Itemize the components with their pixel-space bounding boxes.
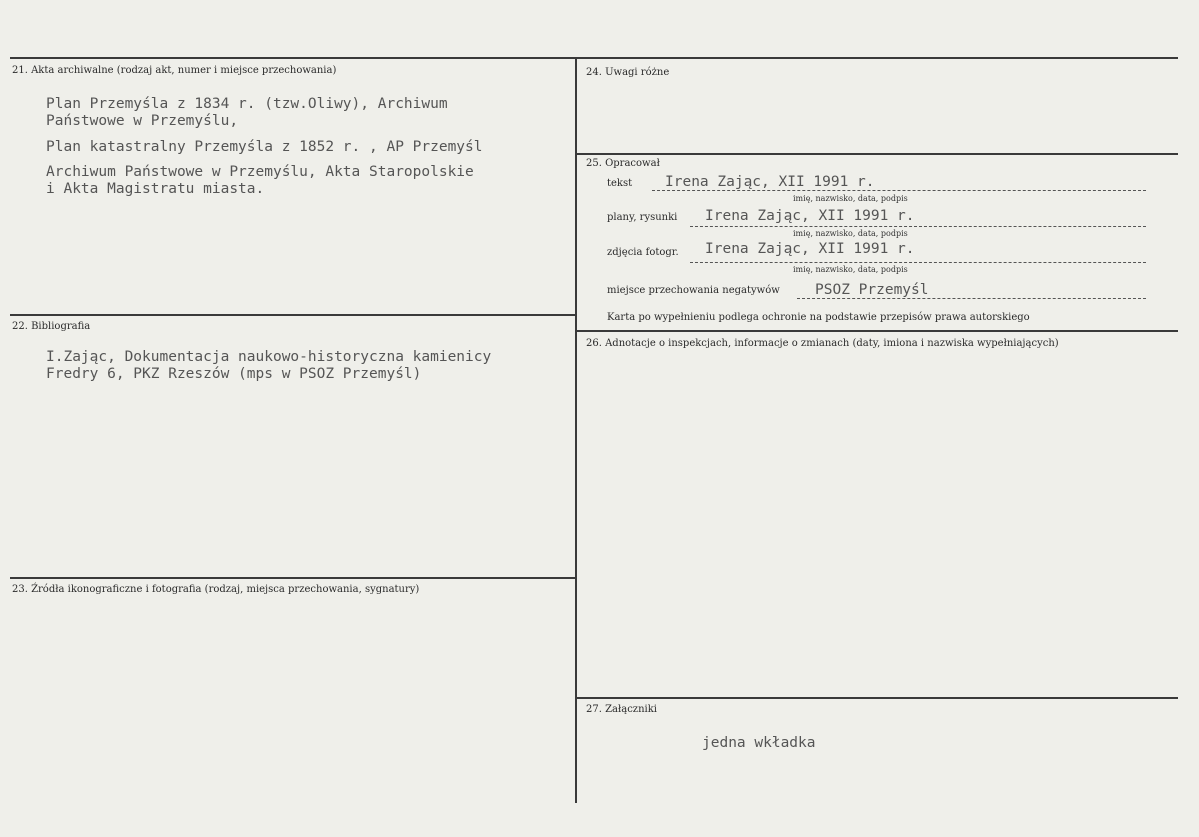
field-zdjecia-caption: imię, nazwisko, data, podpis bbox=[793, 265, 908, 274]
field-tekst-label: tekst bbox=[607, 178, 633, 189]
section-21-line-1: Plan Przemyśla z 1834 r. (tzw.Oliwy), Archiwum bbox=[46, 96, 448, 112]
top-rule bbox=[10, 57, 1178, 59]
rule-26-27 bbox=[577, 697, 1178, 699]
section-24-label: 24. Uwagi różne bbox=[586, 67, 670, 78]
section-25-label: 25. Opracował bbox=[586, 158, 660, 169]
field-zdjecia-label: zdjęcia fotogr. bbox=[607, 247, 679, 258]
section-22-line-2: Fredry 6, PKZ Rzeszów (mps w PSOZ Przemyśl) bbox=[46, 366, 422, 382]
section-27-label: 27. Załączniki bbox=[586, 704, 657, 715]
field-plany-label: plany, rysunki bbox=[607, 212, 678, 223]
field-plany-line bbox=[690, 226, 1146, 227]
rule-22-23 bbox=[10, 577, 576, 579]
section-21-line-5: i Akta Magistratu miasta. bbox=[46, 181, 265, 197]
field-zdjecia-value: Irena Zając, XII 1991 r. bbox=[705, 241, 915, 257]
negatives-label: miejsce przechowania negatywów bbox=[607, 285, 780, 296]
field-plany-caption: imię, nazwisko, data, podpis bbox=[793, 229, 908, 238]
center-divider bbox=[575, 58, 577, 803]
field-tekst-value: Irena Zając, XII 1991 r. bbox=[665, 174, 875, 190]
section-26-label: 26. Adnotacje o inspekcjach, informacje o zmianach (daty, imiona i nazwiska wypełniających) bbox=[586, 338, 1059, 349]
rule-25-26 bbox=[577, 330, 1178, 332]
copyright-note: Karta po wypełnieniu podlega ochronie na podstawie przepisów prawa autorskiego bbox=[607, 312, 1030, 323]
section-21-line-2: Państwowe w Przemyślu, bbox=[46, 113, 239, 129]
section-21-line-3: Plan katastralny Przemyśla z 1852 r. , AP Przemyśl bbox=[46, 139, 483, 155]
negatives-line bbox=[797, 298, 1146, 299]
field-tekst-caption: imię, nazwisko, data, podpis bbox=[793, 194, 908, 203]
section-22-label: 22. Bibliografia bbox=[12, 321, 91, 332]
rule-21-22 bbox=[10, 314, 576, 316]
section-22-line-1: I.Zając, Dokumentacja naukowo-historyczna kamienicy bbox=[46, 349, 492, 365]
section-21-line-4: Archiwum Państwowe w Przemyślu, Akta Staropolskie bbox=[46, 164, 474, 180]
field-zdjecia-line bbox=[690, 262, 1146, 263]
field-plany-value: Irena Zając, XII 1991 r. bbox=[705, 208, 915, 224]
section-21-label: 21. Akta archiwalne (rodzaj akt, numer i miejsce przechowania) bbox=[12, 65, 337, 76]
rule-24-25 bbox=[577, 153, 1178, 155]
section-27-value: jedna wkładka bbox=[702, 735, 816, 751]
negatives-value: PSOZ Przemyśl bbox=[815, 282, 929, 298]
section-23-label: 23. Źródła ikonograficzne i fotografia (rodzaj, miejsca przechowania, sygnatury) bbox=[12, 584, 420, 595]
field-tekst-line bbox=[652, 190, 1146, 191]
